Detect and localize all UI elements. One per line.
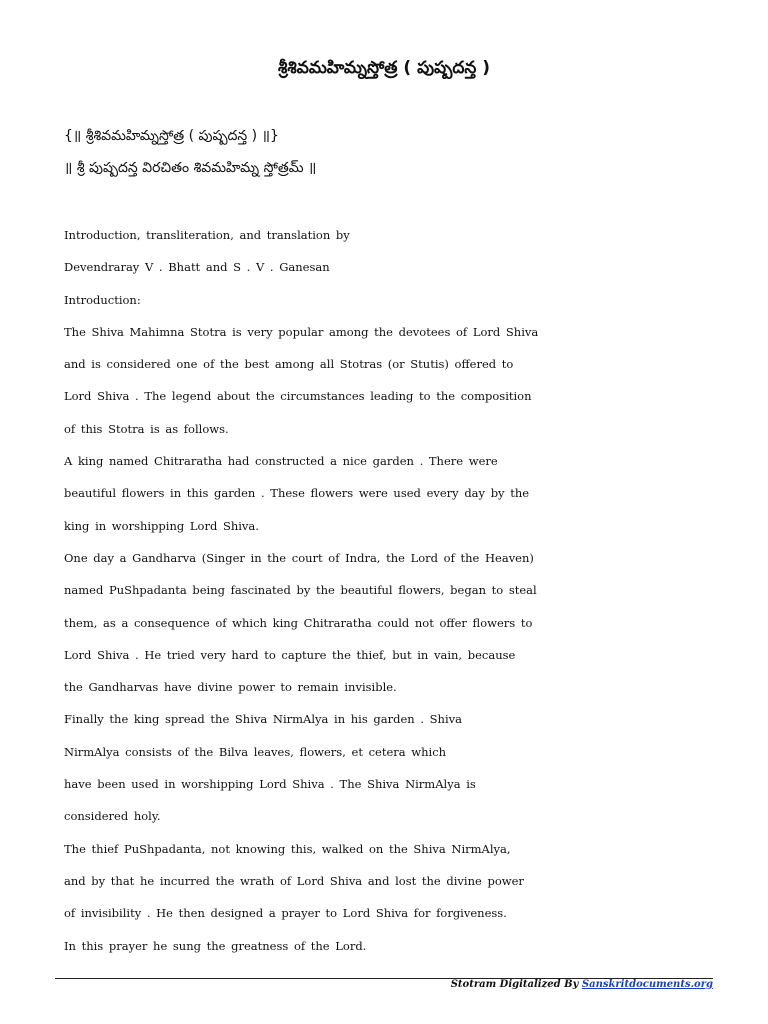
text-line: considered holy.	[64, 809, 161, 824]
page-footer	[451, 979, 713, 990]
text-line: Introduction:	[64, 292, 141, 307]
text-line: and is considered one of the best among all Stotras (or Stutis) offered to	[64, 357, 514, 372]
text-line: In this prayer he sung the greatness of the Lord.	[64, 938, 367, 953]
text-line: Devendraray V . Bhatt and S . V . Ganesan	[64, 260, 330, 275]
text-line: Lord Shiva . He tried very hard to capture the thief, but in vain, because	[64, 647, 516, 662]
text-line: The thief PuShpadanta, not knowing this, walked on the Shiva NirmAlya,	[64, 841, 511, 856]
text-line: Lord Shiva . The legend about the circumstances leading to the composition	[64, 389, 532, 404]
text-line: A king named Chitraratha had constructed a nice garden . There were	[64, 454, 498, 469]
document-title: శ్రీశివమహిమ్నస్తోత్ర ( పుష్పదన్త )	[278, 58, 490, 78]
text-line: named PuShpadanta being fascinated by the beautiful flowers, began to steal	[64, 583, 537, 598]
text-line: One day a Gandharva (Singer in the court of Indra, the Lord of the Heaven)	[64, 550, 534, 565]
text-line: and by that he incurred the wrath of Lord Shiva and lost the divine power	[64, 873, 524, 888]
heading-line: ॥ శ్రీ పుష్పదన్త విరచితం శివమహిమ్న స్తోత్రమ్ ॥	[64, 160, 317, 176]
text-line: king in worshipping Lord Shiva.	[64, 518, 259, 533]
text-line: have been used in worshipping Lord Shiva . The Shiva NirmAlya is	[64, 777, 476, 792]
document-body	[64, 224, 714, 967]
text-line: beautiful flowers in this garden . These flowers were used every day by the	[64, 486, 530, 501]
footer-prefix: Stotram Digitalized By	[450, 979, 579, 990]
text-line: Introduction, transliteration, and translation by	[64, 228, 350, 242]
text-line: them, as a consequence of which king Chitraratha could not offer flowers to	[64, 615, 533, 630]
text-line: of this Stotra is as follows.	[64, 421, 229, 436]
text-line: The Shiva Mahimna Stotra is very popular among the devotees of Lord Shiva	[64, 324, 539, 339]
heading-line: {॥ శ్రీశివమహిమ్నస్తోత్ర ( పుష్పదన్త ) ॥}	[64, 128, 279, 144]
text-line: NirmAlya consists of the Bilva leaves, flowers, et cetera which	[64, 744, 447, 759]
text-line: the Gandharvas have divine power to remain invisible.	[64, 680, 397, 695]
sanskritdocuments-link[interactable]: Sanskritdocuments.org	[581, 979, 713, 990]
text-line: Finally the king spread the Shiva NirmAlya in his garden . Shiva	[64, 712, 462, 727]
text-line: of invisibility . He then designed a prayer to Lord Shiva for forgiveness.	[64, 906, 507, 921]
